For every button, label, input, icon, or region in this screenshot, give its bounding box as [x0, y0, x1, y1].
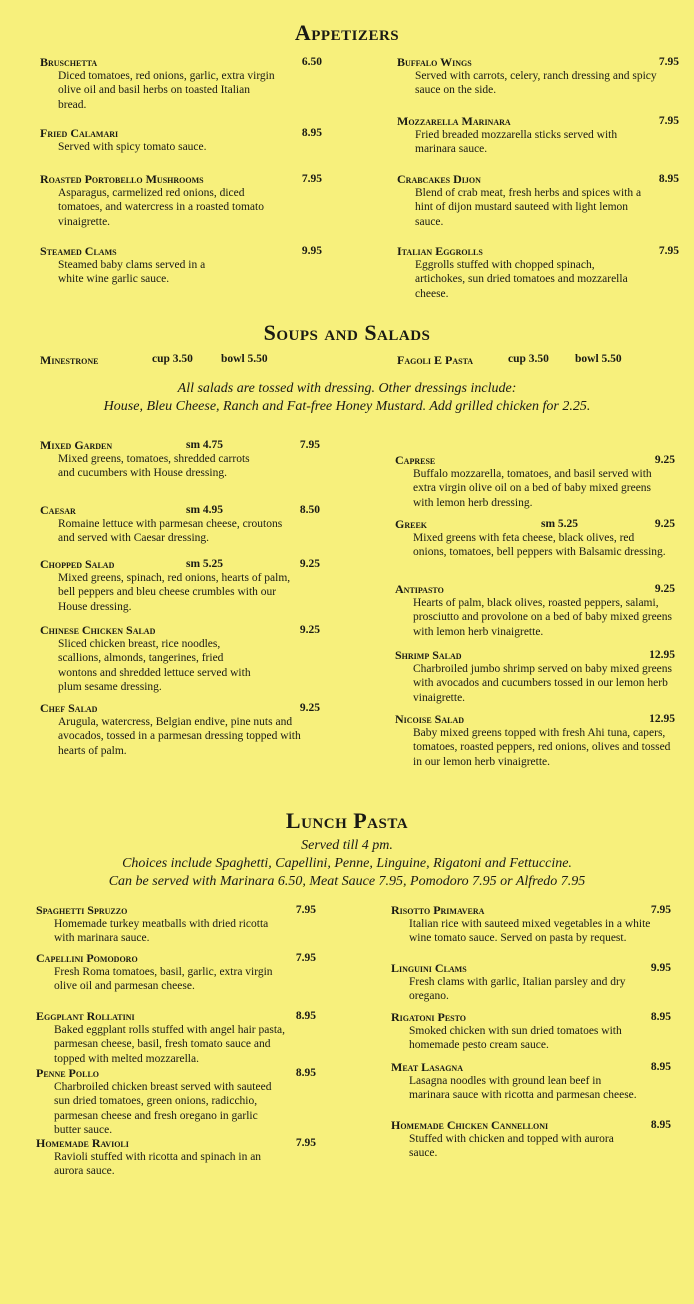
menu-item — [397, 114, 679, 157]
item-name: Antipasto — [395, 582, 444, 596]
menu-item — [395, 712, 675, 769]
menu-item — [391, 1010, 671, 1053]
item-price: 7.95 — [301, 173, 322, 185]
item-name: Risotto Primavera — [391, 903, 485, 917]
item-desc: Steamed baby clams served in a white wine garlic sauce. — [58, 259, 206, 286]
item-desc: Lasagna noodles with ground lean beef in marinara sauce with ricotta and parmesan cheese. — [409, 1075, 637, 1102]
menu-item — [36, 951, 316, 994]
item-price: 8.95 — [295, 1010, 316, 1022]
menu-item — [391, 903, 671, 946]
item-desc: Romaine lettuce with parmesan cheese, croutons and served with Caesar dressing. — [58, 518, 283, 545]
item-small-price: sm 4.95 — [186, 504, 224, 516]
item-desc: Stuffed with chicken and topped with aurora sauce. — [409, 1133, 614, 1160]
salad-note: All salads are tossed with dressing. Other dressings include: — [177, 381, 517, 396]
item-desc: Hearts of palm, black olives, roasted peppers, salami, prosciutto and provolone on a bed of baby mixed greens with lemon herb vinaigrette. — [413, 597, 673, 638]
item-price: 9.25 — [299, 558, 320, 570]
menu-item — [397, 244, 679, 301]
item-desc: Blend of crab meat, fresh herbs and spices with a hint of dijon mustard sauteed with light lemon sauce. — [415, 187, 642, 228]
item-name: Steamed Clams — [40, 244, 117, 258]
item-desc: Diced tomatoes, red onions, garlic, extra virgin olive oil and basil herbs on toasted Italian bread. — [58, 70, 275, 111]
item-name: Penne Pollo — [36, 1066, 100, 1080]
item-name: Homemade Chicken Cannelloni — [391, 1118, 549, 1132]
item-desc: Fresh clams with garlic, Italian parsley and dry oregano. — [409, 976, 626, 1003]
item-price: 7.95 — [658, 245, 679, 257]
item-desc: Baked eggplant rolls stuffed with angel hair pasta, parmesan cheese, basil, fresh tomato sauce and topped with melted mozzarella. — [54, 1024, 286, 1065]
item-price: 6.50 — [301, 56, 322, 68]
item-name: Caprese — [395, 453, 436, 467]
item-name: Homemade Ravioli — [36, 1136, 129, 1150]
item-name: Fried Calamari — [40, 126, 119, 140]
item-price: 8.95 — [650, 1011, 671, 1023]
item-name: Italian Eggrolls — [397, 244, 483, 258]
soups-title: Soups and Salads — [263, 320, 431, 345]
menu-item — [395, 648, 675, 705]
soup-cup: cup 3.50 — [152, 353, 193, 365]
item-price: 7.95 — [658, 56, 679, 68]
item-name: Shrimp Salad — [395, 648, 462, 662]
item-desc: Arugula, watercress, Belgian endive, pine nuts and avocados, tossed in a parmesan dressing topped with hearts of palm. — [58, 716, 301, 757]
item-price: 9.25 — [654, 454, 675, 466]
item-name: Chinese Chicken Salad — [40, 623, 156, 637]
pasta-title: Lunch Pasta — [285, 808, 409, 833]
item-desc: Smoked chicken with sun dried tomatoes with homemade pesto cream sauce. — [409, 1025, 622, 1052]
menu-item — [40, 438, 320, 481]
item-desc: Buffalo mozzarella, tomatoes, and basil served with extra virgin olive oil on a bed of baby mixed greens with lemon herb dressing. — [413, 468, 652, 509]
item-desc: Italian rice with sauteed mixed vegetables in a white wine tomato sauce. Served on pasta by request. — [409, 918, 651, 945]
item-name: Chopped Salad — [40, 557, 115, 571]
item-desc: Mixed greens, tomatoes, shredded carrots and cucumbers with House dressing. — [58, 453, 250, 480]
item-name: Spaghetti Spruzzo — [36, 903, 128, 917]
item-price: 8.50 — [299, 504, 320, 516]
salad-note: House, Bleu Cheese, Ranch and Fat-free Honey Mustard. Add grilled chicken for 2.25. — [103, 399, 591, 414]
menu-item — [40, 55, 322, 112]
soup-bowl: bowl 5.50 — [575, 353, 622, 365]
item-price: 8.95 — [295, 1067, 316, 1079]
item-price: 8.95 — [650, 1119, 671, 1131]
item-name: Crabcakes Dijon — [397, 172, 481, 186]
item-desc: Served with spicy tomato sauce. — [58, 141, 207, 153]
item-price: 7.95 — [650, 904, 671, 916]
item-name: Linguini Clams — [391, 961, 467, 975]
menu-item — [36, 1066, 316, 1138]
item-name: Rigatoni Pesto — [391, 1010, 467, 1024]
appetizers-title: Appetizers — [294, 20, 400, 45]
soup-cup: cup 3.50 — [508, 353, 549, 365]
item-price: 8.95 — [658, 173, 679, 185]
soup-name: Fagoli E Pasta — [397, 353, 474, 367]
item-desc: Homemade turkey meatballs with dried ricotta with marinara sauce. — [54, 918, 269, 945]
item-name: Buffalo Wings — [397, 55, 472, 69]
item-price: 12.95 — [649, 649, 675, 661]
menu-item — [40, 701, 320, 758]
menu-item — [40, 623, 320, 695]
item-price: 8.95 — [650, 1061, 671, 1073]
pasta-note: Served till 4 pm. — [301, 838, 393, 853]
menu-item — [36, 1136, 316, 1179]
item-price: 9.25 — [654, 518, 675, 530]
menu-item — [395, 517, 675, 560]
item-desc: Charbroiled chicken breast served with sauteed sun dried tomatoes, green onions, radicchio, parmesan cheese and fresh oregano in garlic butter sauce. — [54, 1081, 272, 1137]
item-name: Bruschetta — [40, 55, 98, 69]
item-desc: Eggrolls stuffed with chopped spinach, artichokes, sun dried tomatoes and mozzarella cheese. — [415, 259, 628, 300]
menu-item — [40, 244, 322, 287]
item-name: Chef Salad — [40, 701, 98, 715]
item-small-price: sm 5.25 — [186, 558, 224, 570]
menu-item — [397, 172, 679, 229]
item-desc: Asparagus, carmelized red onions, diced tomatoes, and watercress in a roasted tomato vinaigrette. — [58, 187, 264, 228]
menu-item — [395, 582, 675, 639]
soup-row — [397, 353, 622, 368]
soup-name: Minestrone — [40, 353, 99, 367]
item-desc: Baby mixed greens topped with fresh Ahi tuna, capers, tomatoes, roasted peppers, red onions, olives and tossed in our lemon herb vinaigrette. — [413, 727, 671, 768]
item-name: Eggplant Rollatini — [36, 1009, 135, 1023]
item-price: 7.95 — [295, 904, 316, 916]
item-desc: Mixed greens with feta cheese, black olives, red onions, tomatoes, bell peppers with Balsamic dressing. — [413, 532, 666, 559]
item-price: 7.95 — [299, 439, 320, 451]
item-desc: Mixed greens, spinach, red onions, hearts of palm, bell peppers and bleu cheese crumbles with our House dressing. — [58, 572, 291, 613]
item-desc: Ravioli stuffed with ricotta and spinach in an aurora sauce. — [54, 1151, 262, 1178]
item-price: 8.95 — [301, 127, 322, 139]
pasta-note: Can be served with Marinara 6.50, Meat Sauce 7.95, Pomodoro 7.95 or Alfredo 7.95 — [108, 874, 586, 889]
item-desc: Fried breaded mozzarella sticks served with marinara sauce. — [415, 129, 618, 156]
pasta-note: Choices include Spaghetti, Capellini, Penne, Linguine, Rigatoni and Fettuccine. — [122, 856, 572, 871]
item-name: Greek — [395, 517, 428, 531]
item-price: 12.95 — [649, 713, 675, 725]
menu-item — [36, 1009, 316, 1066]
item-price: 9.25 — [299, 702, 320, 714]
item-desc: Charbroiled jumbo shrimp served on baby mixed greens with avocados and cucumbers tossed in our lemon herb vinaigrette. — [413, 663, 673, 704]
item-name: Mixed Garden — [40, 438, 113, 452]
item-small-price: sm 5.25 — [541, 518, 579, 530]
item-name: Meat Lasagna — [391, 1060, 463, 1074]
item-desc: Sliced chicken breast, rice noodles, scallions, almonds, tangerines, fried wontons and shredded lettuce served with plum sesame dressing. — [58, 638, 251, 694]
item-small-price: sm 4.75 — [186, 439, 224, 451]
item-price: 9.95 — [301, 245, 322, 257]
item-name: Mozzarella Marinara — [397, 114, 511, 128]
menu-item — [40, 557, 320, 614]
item-name: Caesar — [40, 503, 76, 517]
item-price: 9.95 — [650, 962, 671, 974]
item-name: Capellini Pomodoro — [36, 951, 138, 965]
menu-item — [40, 126, 322, 154]
item-desc: Served with carrots, celery, ranch dressing and spicy sauce on the side. — [415, 70, 657, 97]
item-price: 7.95 — [658, 115, 679, 127]
item-price: 7.95 — [295, 1137, 316, 1149]
item-price: 7.95 — [295, 952, 316, 964]
menu-item — [391, 961, 671, 1004]
soup-row — [40, 353, 268, 368]
menu-item — [36, 903, 316, 946]
menu-item — [391, 1060, 671, 1103]
menu-item — [40, 172, 322, 229]
item-desc: Fresh Roma tomatoes, basil, garlic, extra virgin olive oil and parmesan cheese. — [54, 966, 273, 993]
item-name: Nicoise Salad — [395, 712, 465, 726]
menu-item — [395, 453, 675, 510]
menu-item — [391, 1118, 671, 1161]
menu-item — [40, 503, 320, 546]
item-price: 9.25 — [654, 583, 675, 595]
soup-bowl: bowl 5.50 — [221, 353, 268, 365]
menu-item — [397, 55, 679, 98]
item-price: 9.25 — [299, 624, 320, 636]
item-name: Roasted Portobello Mushrooms — [40, 172, 204, 186]
